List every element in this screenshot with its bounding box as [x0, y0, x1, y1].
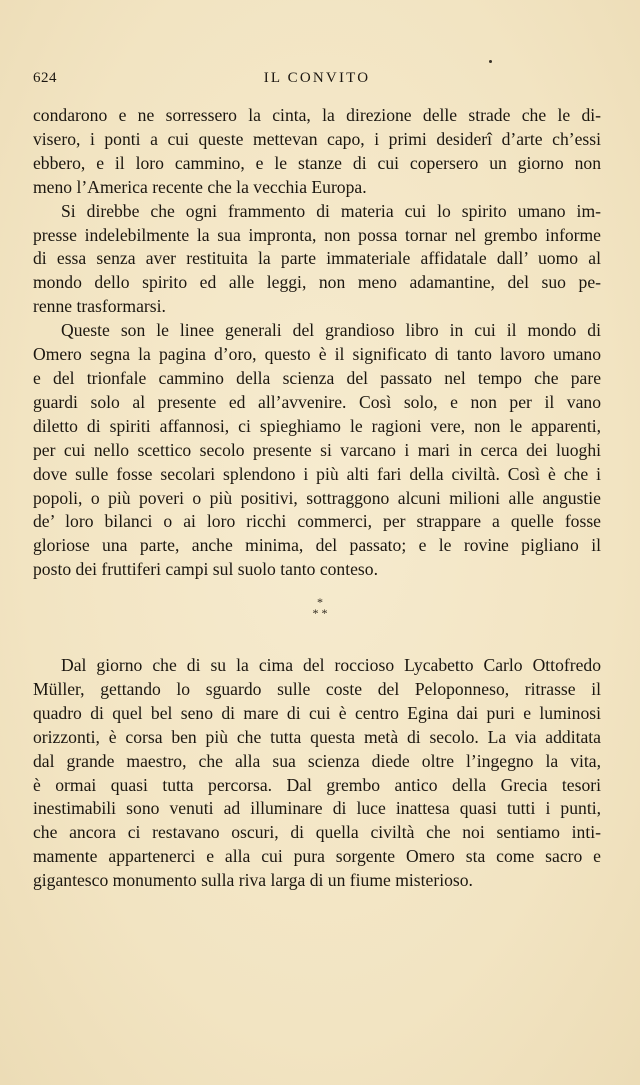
text-line: Müller, gettando lo sguardo sulle coste del Peloponneso, ritrasse il [33, 678, 601, 699]
text-line: gloriose una parte, anche minima, del passato; e le rovine pigliano il [33, 535, 601, 556]
text-block-second [33, 654, 601, 893]
text-line: di essa senza aver restituita la parte immateriale affidatale dall’ uomo al [33, 248, 601, 269]
text-line: visero, i ponti a cui queste mettevan capo, i primi desiderî d’arte ch’essi [33, 128, 601, 149]
text-line: orizzonti, è corsa ben più che tutta questa metà di secolo. La via additata [33, 726, 601, 747]
text-line: diletto di spiriti affannosi, ci spieghiamo le ragioni vere, non le apparenti, [33, 415, 601, 436]
running-title: IL CONVITO [263, 70, 371, 86]
text-line: Dal giorno che di su la cima del roccioso Lycabetto Carlo Ottofredo [61, 655, 601, 675]
page-header [33, 70, 601, 94]
text-line: de’ loro bilanci o ai loro ricchi commerci, per strappare a quelle fosse [33, 511, 601, 532]
text-line: presse indelebilmente la sua impronta, non possa tornar nel grembo informe [33, 224, 601, 245]
text-line: popoli, o più poveri o più positivi, sottraggono alcuni milioni alle angustie [33, 487, 601, 508]
text-line: dal grande maestro, che alla sua scienza diede oltre l’ingegno la vita, [33, 750, 601, 771]
text-line: Si direbbe che ogni frammento di materia cui lo spirito umano im- [61, 200, 601, 221]
text-line: Omero segna la pagina d’oro, questo è il significato di tanto lavoro umano [33, 344, 601, 365]
text-line: Queste son le linee generali del grandioso libro in cui il mondo di [61, 320, 601, 341]
text-line: meno l’America recente che la vecchia Europa. [33, 176, 367, 197]
text-line: è ormai quasi tutta percorsa. Dal grembo antico della Grecia tesori [33, 774, 601, 795]
separator-asterisk-top: * [317, 595, 323, 609]
text-line: dove sulle fosse secolari splendono i più alti fari della civiltà. Così è che i [33, 463, 601, 484]
text-line: guardi solo al presente ed all’avvenire. Così solo, e non per il vano [33, 391, 601, 412]
text-line: gigantesco monumento sulla riva larga di un fiume misterioso. [33, 870, 473, 891]
text-line: quadro di quel bel seno di mare di cui è centro Egina dai puri e luminosi [33, 702, 601, 723]
text-line: mamente appartenerci e alla cui pura sorgente Omero sta come sacro e [33, 846, 601, 867]
text-block-first [33, 104, 601, 582]
text-line: renne trasformarsi. [33, 296, 166, 317]
text-line: posto dei fruttiferi campi sul suolo tanto conteso. [33, 559, 378, 580]
text-line: mondo dello spirito ed alle leggi, non meno adamantine, del suo pe- [33, 272, 601, 293]
page-number: 624 [33, 70, 57, 86]
separator-asterisks-bottom: * * [312, 606, 328, 620]
text-line: per cui nello scettico secolo presente si varcano i mari in cerca dei luoghi [33, 439, 601, 460]
text-line: che ancora ci restavano oscuri, di quella civiltà che noi sentiamo inti- [33, 822, 601, 843]
text-line: ebbero, e il loro cammino, e le stanze di cui copersero un giorno non [33, 152, 601, 173]
text-line: inestimabili sono venuti ad illuminare di luce inattesa quasi tutti i punti, [33, 798, 601, 819]
text-line: condarono e ne sorressero la cinta, la direzione delle strade che le di- [33, 105, 601, 125]
paper-speck [489, 60, 492, 63]
text-line: e del trionfale cammino della scienza del passato nel tempo che pare [33, 367, 601, 388]
section-separator [0, 597, 640, 619]
